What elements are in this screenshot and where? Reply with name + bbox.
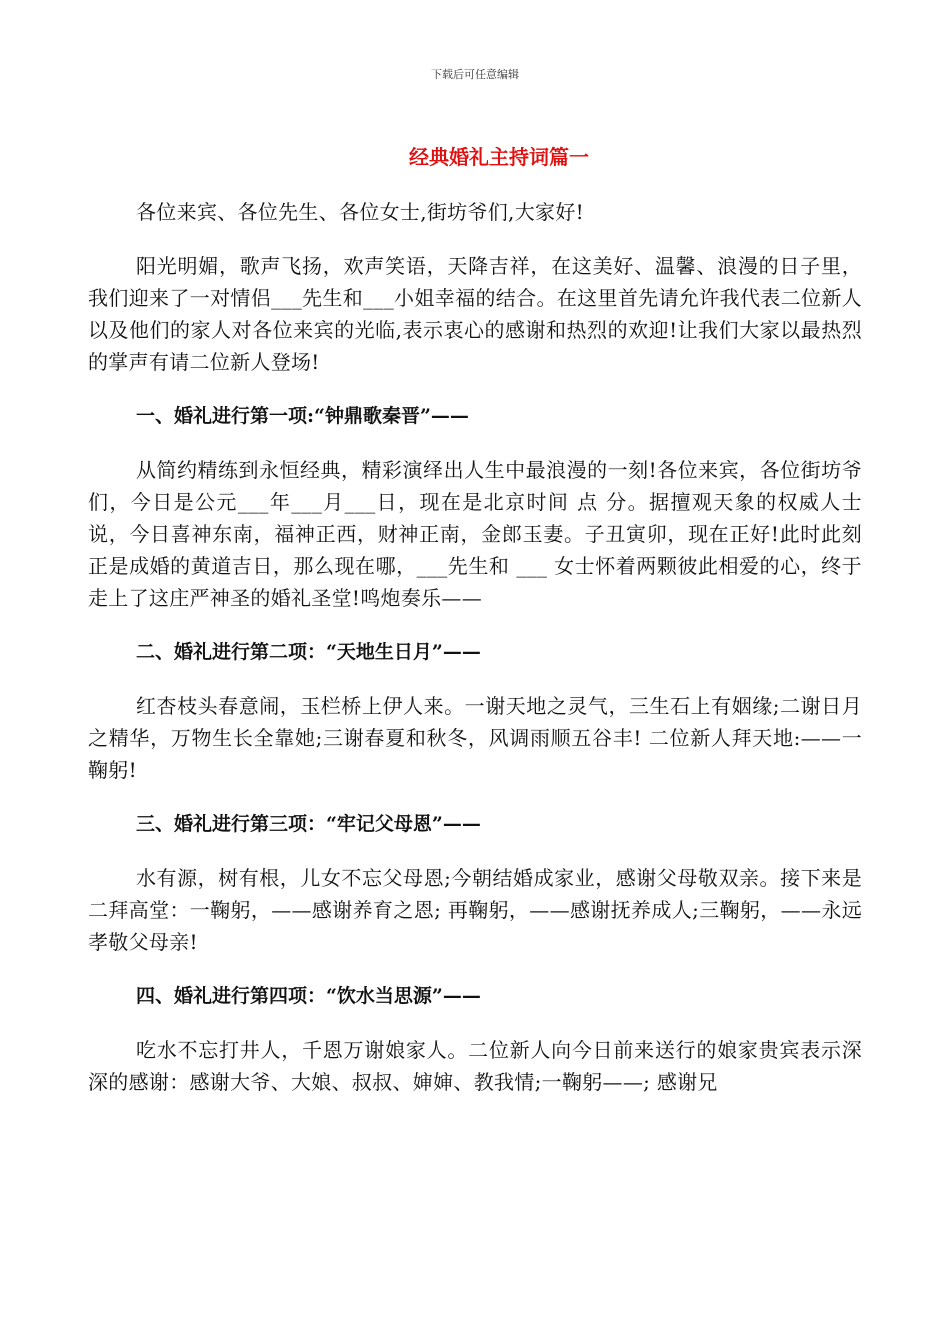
greeting-paragraph: 各位来宾、各位先生、各位女士,街坊爷们,大家好! — [136, 200, 584, 224]
section-heading-1: 一、婚礼进行第一项:“钟鼎歌秦晋”—— — [136, 405, 469, 427]
document-body — [88, 196, 862, 1120]
header-note: 下载后可任意编辑 — [431, 68, 519, 81]
intro-paragraph: 阳光明媚，歌声飞扬，欢声笑语，天降吉祥，在这美好、温馨、浪漫的日子里，我们迎来了一对情侣___先生和___小姐幸福的结合。在这里首先请允许我代表二位新人以及他们的家人对各位来宾的光临,表示衷心的感谢和热烈的欢迎!让我们大家以最热烈的掌声有请二位新人登场! — [88, 254, 862, 374]
section-body-2: 红杏枝头春意闹，玉栏桥上伊人来。一谢天地之灵气，三生石上有姻缘;二谢日月之精华，万物生长全靠她;三谢春夏和秋冬，风调雨顺五谷丰! 二位新人拜天地:——一鞠躬! — [88, 694, 862, 782]
section-heading-4: 四、婚礼进行第四项：“饮水当思源”—— — [136, 985, 481, 1007]
section-body-1: 从简约精练到永恒经典，精彩演绎出人生中最浪漫的一刻!各位来宾，各位街坊爷们，今日是公元___年___月___日，现在是北京时间 点 分。据擅观天象的权威人士说，今日喜神东南，福神正西，财神正南，金郎玉妻。子丑寅卯，现在正好!此时此刻正是成婚的黄道吉日，那么现在哪，___先生和 ___ 女士怀着两颗彼此相爱的心，终于走上了这庄严神圣的婚礼圣堂!鸣炮奏乐—— — [88, 458, 862, 610]
section-heading-2: 二、婚礼进行第二项：“天地生日月”—— — [136, 641, 481, 663]
section-heading-3: 三、婚礼进行第三项：“牢记父母恩”—— — [136, 813, 481, 835]
section-body-3: 水有源，树有根，儿女不忘父母恩;今朝结婚成家业，感谢父母敬双亲。接下来是二拜高堂：一鞠躬，——感谢养育之恩; 再鞠躬，——感谢抚养成人;三鞠躬，——永远孝敬父母亲! — [88, 866, 862, 954]
document-title: 经典婚礼主持词篇一 — [409, 145, 589, 169]
section-body-4: 吃水不忘打井人，千恩万谢娘家人。二位新人向今日前来送行的娘家贵宾表示深深的感谢：感谢大爷、大娘、叔叔、婶婶、教我情;一鞠躬——; 感谢兄 — [88, 1038, 862, 1094]
